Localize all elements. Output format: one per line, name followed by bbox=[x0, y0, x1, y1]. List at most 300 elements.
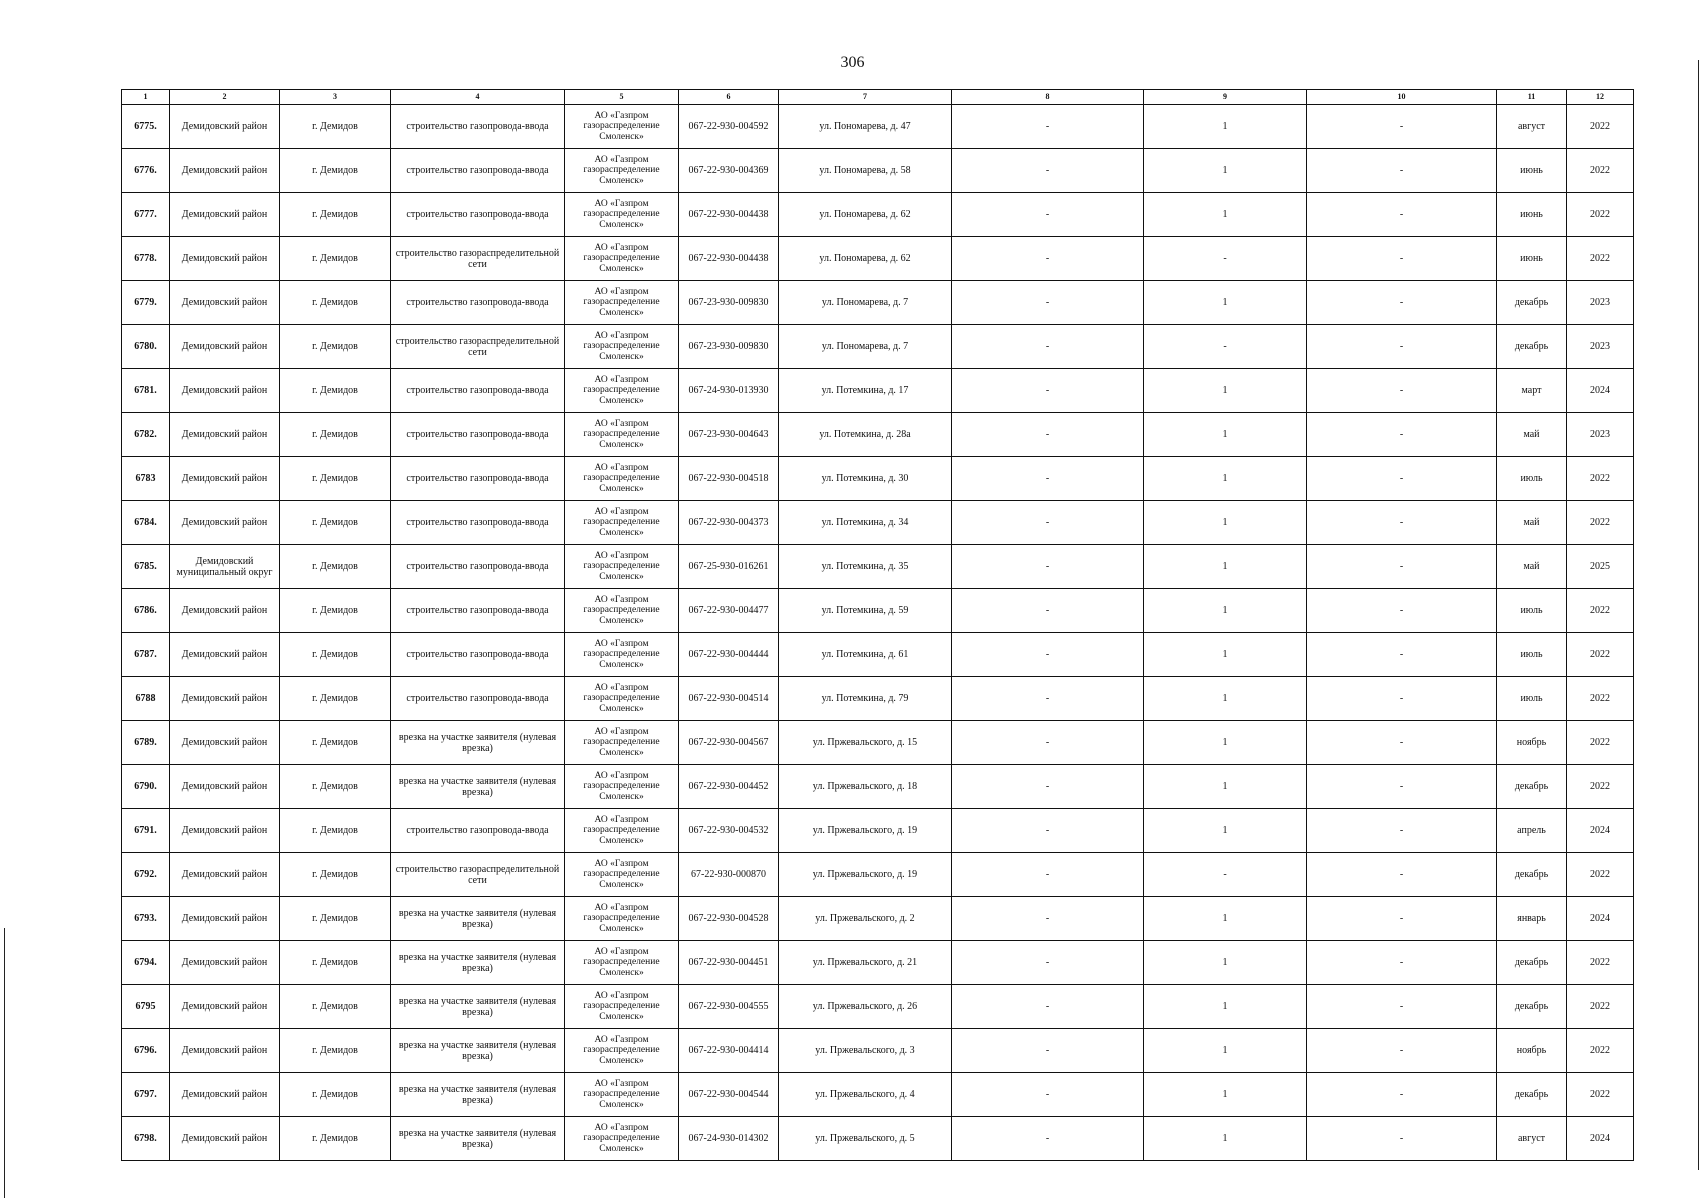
month-cell: август bbox=[1497, 1117, 1567, 1161]
row-number-cell: 6798. bbox=[122, 1117, 170, 1161]
column-header: 12 bbox=[1567, 90, 1634, 105]
address-cell: ул. Пржевальского, д. 4 bbox=[779, 1073, 952, 1117]
address-cell: ул. Пржевальского, д. 15 bbox=[779, 721, 952, 765]
column-8-cell: - bbox=[952, 105, 1144, 149]
year-cell: 2024 bbox=[1567, 1117, 1634, 1161]
address-cell: ул. Пржевальского, д. 5 bbox=[779, 1117, 952, 1161]
column-header: 6 bbox=[679, 90, 779, 105]
organization-cell: АО «Газпром газораспределение Смоленск» bbox=[565, 765, 679, 809]
year-cell: 2022 bbox=[1567, 501, 1634, 545]
district-cell: Демидовский район bbox=[170, 1029, 280, 1073]
month-cell: июль bbox=[1497, 677, 1567, 721]
month-cell: июнь bbox=[1497, 149, 1567, 193]
column-10-cell: - bbox=[1307, 105, 1497, 149]
column-10-cell: - bbox=[1307, 809, 1497, 853]
year-cell: 2022 bbox=[1567, 721, 1634, 765]
row-number-cell: 6784. bbox=[122, 501, 170, 545]
table-row bbox=[122, 369, 1634, 413]
district-cell: Демидовский район bbox=[170, 237, 280, 281]
city-cell: г. Демидов bbox=[280, 853, 391, 897]
column-9-cell: 1 bbox=[1144, 941, 1307, 985]
code-cell: 067-22-930-004555 bbox=[679, 985, 779, 1029]
organization-cell: АО «Газпром газораспределение Смоленск» bbox=[565, 501, 679, 545]
row-number-cell: 6788 bbox=[122, 677, 170, 721]
column-10-cell: - bbox=[1307, 325, 1497, 369]
row-number-cell: 6786. bbox=[122, 589, 170, 633]
work-type-cell: строительство газораспределительной сети bbox=[391, 237, 565, 281]
code-cell: 067-22-930-004544 bbox=[679, 1073, 779, 1117]
code-cell: 67-22-930-000870 bbox=[679, 853, 779, 897]
work-type-cell: врезка на участке заявителя (нулевая врезка) bbox=[391, 721, 565, 765]
table-row bbox=[122, 1029, 1634, 1073]
year-cell: 2022 bbox=[1567, 941, 1634, 985]
row-number-cell: 6779. bbox=[122, 281, 170, 325]
district-cell: Демидовский район bbox=[170, 897, 280, 941]
month-cell: декабрь bbox=[1497, 765, 1567, 809]
column-10-cell: - bbox=[1307, 721, 1497, 765]
column-10-cell: - bbox=[1307, 545, 1497, 589]
column-header: 8 bbox=[952, 90, 1144, 105]
year-cell: 2023 bbox=[1567, 281, 1634, 325]
column-8-cell: - bbox=[952, 1029, 1144, 1073]
address-cell: ул. Пржевальского, д. 19 bbox=[779, 809, 952, 853]
column-9-cell: 1 bbox=[1144, 633, 1307, 677]
column-header: 1 bbox=[122, 90, 170, 105]
month-cell: июль bbox=[1497, 589, 1567, 633]
column-9-cell: 1 bbox=[1144, 545, 1307, 589]
district-cell: Демидовский район bbox=[170, 105, 280, 149]
code-cell: 067-23-930-009830 bbox=[679, 325, 779, 369]
table-row bbox=[122, 1073, 1634, 1117]
column-9-cell: - bbox=[1144, 325, 1307, 369]
row-number-cell: 6777. bbox=[122, 193, 170, 237]
column-10-cell: - bbox=[1307, 193, 1497, 237]
column-8-cell: - bbox=[952, 809, 1144, 853]
organization-cell: АО «Газпром газораспределение Смоленск» bbox=[565, 941, 679, 985]
row-number-cell: 6778. bbox=[122, 237, 170, 281]
address-cell: ул. Потемкина, д. 59 bbox=[779, 589, 952, 633]
row-number-cell: 6792. bbox=[122, 853, 170, 897]
code-cell: 067-22-930-004451 bbox=[679, 941, 779, 985]
organization-cell: АО «Газпром газораспределение Смоленск» bbox=[565, 281, 679, 325]
column-header: 3 bbox=[280, 90, 391, 105]
column-10-cell: - bbox=[1307, 237, 1497, 281]
column-9-cell: 1 bbox=[1144, 105, 1307, 149]
table-row bbox=[122, 237, 1634, 281]
code-cell: 067-22-930-004438 bbox=[679, 237, 779, 281]
city-cell: г. Демидов bbox=[280, 721, 391, 765]
column-header: 5 bbox=[565, 90, 679, 105]
column-10-cell: - bbox=[1307, 985, 1497, 1029]
city-cell: г. Демидов bbox=[280, 237, 391, 281]
city-cell: г. Демидов bbox=[280, 105, 391, 149]
column-10-cell: - bbox=[1307, 897, 1497, 941]
code-cell: 067-22-930-004369 bbox=[679, 149, 779, 193]
table-row bbox=[122, 677, 1634, 721]
table-row bbox=[122, 501, 1634, 545]
row-number-cell: 6794. bbox=[122, 941, 170, 985]
table-row bbox=[122, 545, 1634, 589]
address-cell: ул. Потемкина, д. 28а bbox=[779, 413, 952, 457]
work-type-cell: врезка на участке заявителя (нулевая врезка) bbox=[391, 1029, 565, 1073]
address-cell: ул. Пономарева, д. 7 bbox=[779, 281, 952, 325]
city-cell: г. Демидов bbox=[280, 677, 391, 721]
table-row bbox=[122, 853, 1634, 897]
year-cell: 2022 bbox=[1567, 853, 1634, 897]
city-cell: г. Демидов bbox=[280, 545, 391, 589]
table-row bbox=[122, 633, 1634, 677]
district-cell: Демидовский муниципальный округ bbox=[170, 545, 280, 589]
column-9-cell: 1 bbox=[1144, 589, 1307, 633]
month-cell: июнь bbox=[1497, 237, 1567, 281]
column-9-cell: 1 bbox=[1144, 193, 1307, 237]
code-cell: 067-22-930-004452 bbox=[679, 765, 779, 809]
column-9-cell: 1 bbox=[1144, 413, 1307, 457]
code-cell: 067-23-930-009830 bbox=[679, 281, 779, 325]
column-8-cell: - bbox=[952, 897, 1144, 941]
table-row bbox=[122, 149, 1634, 193]
column-8-cell: - bbox=[952, 721, 1144, 765]
work-type-cell: строительство газопровода-ввода bbox=[391, 413, 565, 457]
month-cell: май bbox=[1497, 501, 1567, 545]
month-cell: май bbox=[1497, 413, 1567, 457]
column-10-cell: - bbox=[1307, 853, 1497, 897]
district-cell: Демидовский район bbox=[170, 633, 280, 677]
column-9-cell: 1 bbox=[1144, 1117, 1307, 1161]
column-10-cell: - bbox=[1307, 1029, 1497, 1073]
work-type-cell: строительство газопровода-ввода bbox=[391, 105, 565, 149]
year-cell: 2022 bbox=[1567, 633, 1634, 677]
data-table bbox=[121, 89, 1634, 1161]
row-number-cell: 6796. bbox=[122, 1029, 170, 1073]
address-cell: ул. Пономарева, д. 47 bbox=[779, 105, 952, 149]
month-cell: декабрь bbox=[1497, 941, 1567, 985]
row-number-cell: 6783 bbox=[122, 457, 170, 501]
city-cell: г. Демидов bbox=[280, 1117, 391, 1161]
row-number-cell: 6789. bbox=[122, 721, 170, 765]
organization-cell: АО «Газпром газораспределение Смоленск» bbox=[565, 413, 679, 457]
address-cell: ул. Пржевальского, д. 18 bbox=[779, 765, 952, 809]
district-cell: Демидовский район bbox=[170, 677, 280, 721]
year-cell: 2022 bbox=[1567, 193, 1634, 237]
city-cell: г. Демидов bbox=[280, 457, 391, 501]
column-10-cell: - bbox=[1307, 501, 1497, 545]
column-8-cell: - bbox=[952, 589, 1144, 633]
column-8-cell: - bbox=[952, 1073, 1144, 1117]
organization-cell: АО «Газпром газораспределение Смоленск» bbox=[565, 1029, 679, 1073]
column-10-cell: - bbox=[1307, 457, 1497, 501]
city-cell: г. Демидов bbox=[280, 765, 391, 809]
year-cell: 2022 bbox=[1567, 237, 1634, 281]
table-row bbox=[122, 941, 1634, 985]
year-cell: 2025 bbox=[1567, 545, 1634, 589]
column-9-cell: 1 bbox=[1144, 149, 1307, 193]
code-cell: 067-22-930-004514 bbox=[679, 677, 779, 721]
district-cell: Демидовский район bbox=[170, 941, 280, 985]
address-cell: ул. Пржевальского, д. 2 bbox=[779, 897, 952, 941]
organization-cell: АО «Газпром газораспределение Смоленск» bbox=[565, 677, 679, 721]
column-header: 7 bbox=[779, 90, 952, 105]
work-type-cell: врезка на участке заявителя (нулевая врезка) bbox=[391, 897, 565, 941]
address-cell: ул. Потемкина, д. 30 bbox=[779, 457, 952, 501]
organization-cell: АО «Газпром газораспределение Смоленск» bbox=[565, 853, 679, 897]
column-9-cell: 1 bbox=[1144, 897, 1307, 941]
district-cell: Демидовский район bbox=[170, 501, 280, 545]
city-cell: г. Демидов bbox=[280, 1029, 391, 1073]
column-header: 2 bbox=[170, 90, 280, 105]
column-8-cell: - bbox=[952, 369, 1144, 413]
column-header: 4 bbox=[391, 90, 565, 105]
work-type-cell: строительство газопровода-ввода bbox=[391, 193, 565, 237]
code-cell: 067-22-930-004567 bbox=[679, 721, 779, 765]
work-type-cell: строительство газопровода-ввода bbox=[391, 545, 565, 589]
year-cell: 2022 bbox=[1567, 677, 1634, 721]
row-number-cell: 6782. bbox=[122, 413, 170, 457]
city-cell: г. Демидов bbox=[280, 413, 391, 457]
address-cell: ул. Потемкина, д. 79 bbox=[779, 677, 952, 721]
table-row bbox=[122, 897, 1634, 941]
district-cell: Демидовский район bbox=[170, 765, 280, 809]
header-row bbox=[122, 90, 1634, 105]
address-cell: ул. Пржевальского, д. 19 bbox=[779, 853, 952, 897]
address-cell: ул. Пономарева, д. 62 bbox=[779, 237, 952, 281]
work-type-cell: строительство газопровода-ввода bbox=[391, 457, 565, 501]
work-type-cell: врезка на участке заявителя (нулевая врезка) bbox=[391, 985, 565, 1029]
table-row bbox=[122, 721, 1634, 765]
column-9-cell: 1 bbox=[1144, 1073, 1307, 1117]
column-9-cell: 1 bbox=[1144, 369, 1307, 413]
city-cell: г. Демидов bbox=[280, 193, 391, 237]
code-cell: 067-22-930-004444 bbox=[679, 633, 779, 677]
code-cell: 067-25-930-016261 bbox=[679, 545, 779, 589]
organization-cell: АО «Газпром газораспределение Смоленск» bbox=[565, 149, 679, 193]
district-cell: Демидовский район bbox=[170, 853, 280, 897]
column-10-cell: - bbox=[1307, 589, 1497, 633]
column-10-cell: - bbox=[1307, 413, 1497, 457]
column-9-cell: 1 bbox=[1144, 721, 1307, 765]
code-cell: 067-22-930-004518 bbox=[679, 457, 779, 501]
column-header: 10 bbox=[1307, 90, 1497, 105]
column-8-cell: - bbox=[952, 765, 1144, 809]
month-cell: декабрь bbox=[1497, 985, 1567, 1029]
column-8-cell: - bbox=[952, 457, 1144, 501]
code-cell: 067-22-930-004592 bbox=[679, 105, 779, 149]
month-cell: апрель bbox=[1497, 809, 1567, 853]
column-9-cell: - bbox=[1144, 237, 1307, 281]
address-cell: ул. Пржевальского, д. 3 bbox=[779, 1029, 952, 1073]
address-cell: ул. Пономарева, д. 7 bbox=[779, 325, 952, 369]
district-cell: Демидовский район bbox=[170, 193, 280, 237]
city-cell: г. Демидов bbox=[280, 325, 391, 369]
district-cell: Демидовский район bbox=[170, 281, 280, 325]
month-cell: июнь bbox=[1497, 193, 1567, 237]
column-header: 9 bbox=[1144, 90, 1307, 105]
work-type-cell: строительство газораспределительной сети bbox=[391, 325, 565, 369]
work-type-cell: строительство газораспределительной сети bbox=[391, 853, 565, 897]
column-9-cell: 1 bbox=[1144, 765, 1307, 809]
code-cell: 067-22-930-004438 bbox=[679, 193, 779, 237]
organization-cell: АО «Газпром газораспределение Смоленск» bbox=[565, 237, 679, 281]
row-number-cell: 6785. bbox=[122, 545, 170, 589]
month-cell: ноябрь bbox=[1497, 721, 1567, 765]
column-8-cell: - bbox=[952, 193, 1144, 237]
work-type-cell: строительство газопровода-ввода bbox=[391, 369, 565, 413]
table-row bbox=[122, 1117, 1634, 1161]
work-type-cell: строительство газопровода-ввода bbox=[391, 677, 565, 721]
organization-cell: АО «Газпром газораспределение Смоленск» bbox=[565, 193, 679, 237]
scan-edge-right bbox=[1698, 60, 1699, 1170]
month-cell: декабрь bbox=[1497, 853, 1567, 897]
year-cell: 2022 bbox=[1567, 457, 1634, 501]
district-cell: Демидовский район bbox=[170, 589, 280, 633]
table-row bbox=[122, 193, 1634, 237]
column-10-cell: - bbox=[1307, 765, 1497, 809]
district-cell: Демидовский район bbox=[170, 325, 280, 369]
table-row bbox=[122, 765, 1634, 809]
row-number-cell: 6795 bbox=[122, 985, 170, 1029]
table-row bbox=[122, 457, 1634, 501]
district-cell: Демидовский район bbox=[170, 149, 280, 193]
address-cell: ул. Пржевальского, д. 21 bbox=[779, 941, 952, 985]
district-cell: Демидовский район bbox=[170, 369, 280, 413]
column-10-cell: - bbox=[1307, 369, 1497, 413]
column-8-cell: - bbox=[952, 677, 1144, 721]
city-cell: г. Демидов bbox=[280, 985, 391, 1029]
column-8-cell: - bbox=[952, 633, 1144, 677]
organization-cell: АО «Газпром газораспределение Смоленск» bbox=[565, 325, 679, 369]
city-cell: г. Демидов bbox=[280, 897, 391, 941]
column-8-cell: - bbox=[952, 545, 1144, 589]
organization-cell: АО «Газпром газораспределение Смоленск» bbox=[565, 633, 679, 677]
address-cell: ул. Потемкина, д. 34 bbox=[779, 501, 952, 545]
year-cell: 2022 bbox=[1567, 589, 1634, 633]
column-9-cell: 1 bbox=[1144, 457, 1307, 501]
address-cell: ул. Пржевальского, д. 26 bbox=[779, 985, 952, 1029]
row-number-cell: 6787. bbox=[122, 633, 170, 677]
address-cell: ул. Пономарева, д. 58 bbox=[779, 149, 952, 193]
table-header bbox=[122, 90, 1634, 105]
column-10-cell: - bbox=[1307, 1117, 1497, 1161]
city-cell: г. Демидов bbox=[280, 369, 391, 413]
year-cell: 2023 bbox=[1567, 325, 1634, 369]
column-8-cell: - bbox=[952, 149, 1144, 193]
column-8-cell: - bbox=[952, 853, 1144, 897]
work-type-cell: строительство газопровода-ввода bbox=[391, 149, 565, 193]
code-cell: 067-24-930-014302 bbox=[679, 1117, 779, 1161]
column-10-cell: - bbox=[1307, 941, 1497, 985]
organization-cell: АО «Газпром газораспределение Смоленск» bbox=[565, 809, 679, 853]
column-9-cell: - bbox=[1144, 853, 1307, 897]
city-cell: г. Демидов bbox=[280, 1073, 391, 1117]
code-cell: 067-22-930-004373 bbox=[679, 501, 779, 545]
table-row bbox=[122, 105, 1634, 149]
year-cell: 2022 bbox=[1567, 1029, 1634, 1073]
year-cell: 2022 bbox=[1567, 105, 1634, 149]
year-cell: 2024 bbox=[1567, 809, 1634, 853]
district-cell: Демидовский район bbox=[170, 457, 280, 501]
city-cell: г. Демидов bbox=[280, 633, 391, 677]
row-number-cell: 6790. bbox=[122, 765, 170, 809]
district-cell: Демидовский район bbox=[170, 809, 280, 853]
row-number-cell: 6791. bbox=[122, 809, 170, 853]
column-8-cell: - bbox=[952, 281, 1144, 325]
work-type-cell: врезка на участке заявителя (нулевая врезка) bbox=[391, 941, 565, 985]
column-10-cell: - bbox=[1307, 281, 1497, 325]
column-10-cell: - bbox=[1307, 149, 1497, 193]
month-cell: июль bbox=[1497, 633, 1567, 677]
organization-cell: АО «Газпром газораспределение Смоленск» bbox=[565, 369, 679, 413]
month-cell: июль bbox=[1497, 457, 1567, 501]
district-cell: Демидовский район bbox=[170, 1073, 280, 1117]
city-cell: г. Демидов bbox=[280, 281, 391, 325]
scan-edge-left bbox=[4, 928, 5, 1198]
address-cell: ул. Потемкина, д. 35 bbox=[779, 545, 952, 589]
column-8-cell: - bbox=[952, 237, 1144, 281]
table-row bbox=[122, 413, 1634, 457]
column-9-cell: 1 bbox=[1144, 985, 1307, 1029]
row-number-cell: 6793. bbox=[122, 897, 170, 941]
table-row bbox=[122, 809, 1634, 853]
organization-cell: АО «Газпром газораспределение Смоленск» bbox=[565, 545, 679, 589]
row-number-cell: 6775. bbox=[122, 105, 170, 149]
year-cell: 2024 bbox=[1567, 369, 1634, 413]
column-10-cell: - bbox=[1307, 1073, 1497, 1117]
organization-cell: АО «Газпром газораспределение Смоленск» bbox=[565, 1073, 679, 1117]
year-cell: 2022 bbox=[1567, 985, 1634, 1029]
district-cell: Демидовский район bbox=[170, 1117, 280, 1161]
month-cell: декабрь bbox=[1497, 281, 1567, 325]
column-9-cell: 1 bbox=[1144, 677, 1307, 721]
organization-cell: АО «Газпром газораспределение Смоленск» bbox=[565, 721, 679, 765]
table-row bbox=[122, 325, 1634, 369]
column-10-cell: - bbox=[1307, 677, 1497, 721]
page-number: 306 bbox=[840, 54, 865, 71]
year-cell: 2022 bbox=[1567, 765, 1634, 809]
row-number-cell: 6781. bbox=[122, 369, 170, 413]
column-9-cell: 1 bbox=[1144, 1029, 1307, 1073]
organization-cell: АО «Газпром газораспределение Смоленск» bbox=[565, 105, 679, 149]
organization-cell: АО «Газпром газораспределение Смоленск» bbox=[565, 985, 679, 1029]
column-8-cell: - bbox=[952, 941, 1144, 985]
year-cell: 2023 bbox=[1567, 413, 1634, 457]
column-9-cell: 1 bbox=[1144, 281, 1307, 325]
city-cell: г. Демидов bbox=[280, 941, 391, 985]
code-cell: 067-22-930-004414 bbox=[679, 1029, 779, 1073]
column-8-cell: - bbox=[952, 501, 1144, 545]
row-number-cell: 6780. bbox=[122, 325, 170, 369]
year-cell: 2022 bbox=[1567, 149, 1634, 193]
column-9-cell: 1 bbox=[1144, 809, 1307, 853]
city-cell: г. Демидов bbox=[280, 149, 391, 193]
column-8-cell: - bbox=[952, 413, 1144, 457]
column-9-cell: 1 bbox=[1144, 501, 1307, 545]
organization-cell: АО «Газпром газораспределение Смоленск» bbox=[565, 1117, 679, 1161]
month-cell: декабрь bbox=[1497, 1073, 1567, 1117]
address-cell: ул. Пономарева, д. 62 bbox=[779, 193, 952, 237]
work-type-cell: строительство газопровода-ввода bbox=[391, 633, 565, 677]
city-cell: г. Демидов bbox=[280, 589, 391, 633]
organization-cell: АО «Газпром газораспределение Смоленск» bbox=[565, 457, 679, 501]
month-cell: ноябрь bbox=[1497, 1029, 1567, 1073]
table-row bbox=[122, 281, 1634, 325]
code-cell: 067-22-930-004528 bbox=[679, 897, 779, 941]
address-cell: ул. Потемкина, д. 61 bbox=[779, 633, 952, 677]
work-type-cell: строительство газопровода-ввода bbox=[391, 281, 565, 325]
city-cell: г. Демидов bbox=[280, 501, 391, 545]
work-type-cell: врезка на участке заявителя (нулевая врезка) bbox=[391, 1073, 565, 1117]
work-type-cell: врезка на участке заявителя (нулевая врезка) bbox=[391, 765, 565, 809]
table-row bbox=[122, 985, 1634, 1029]
